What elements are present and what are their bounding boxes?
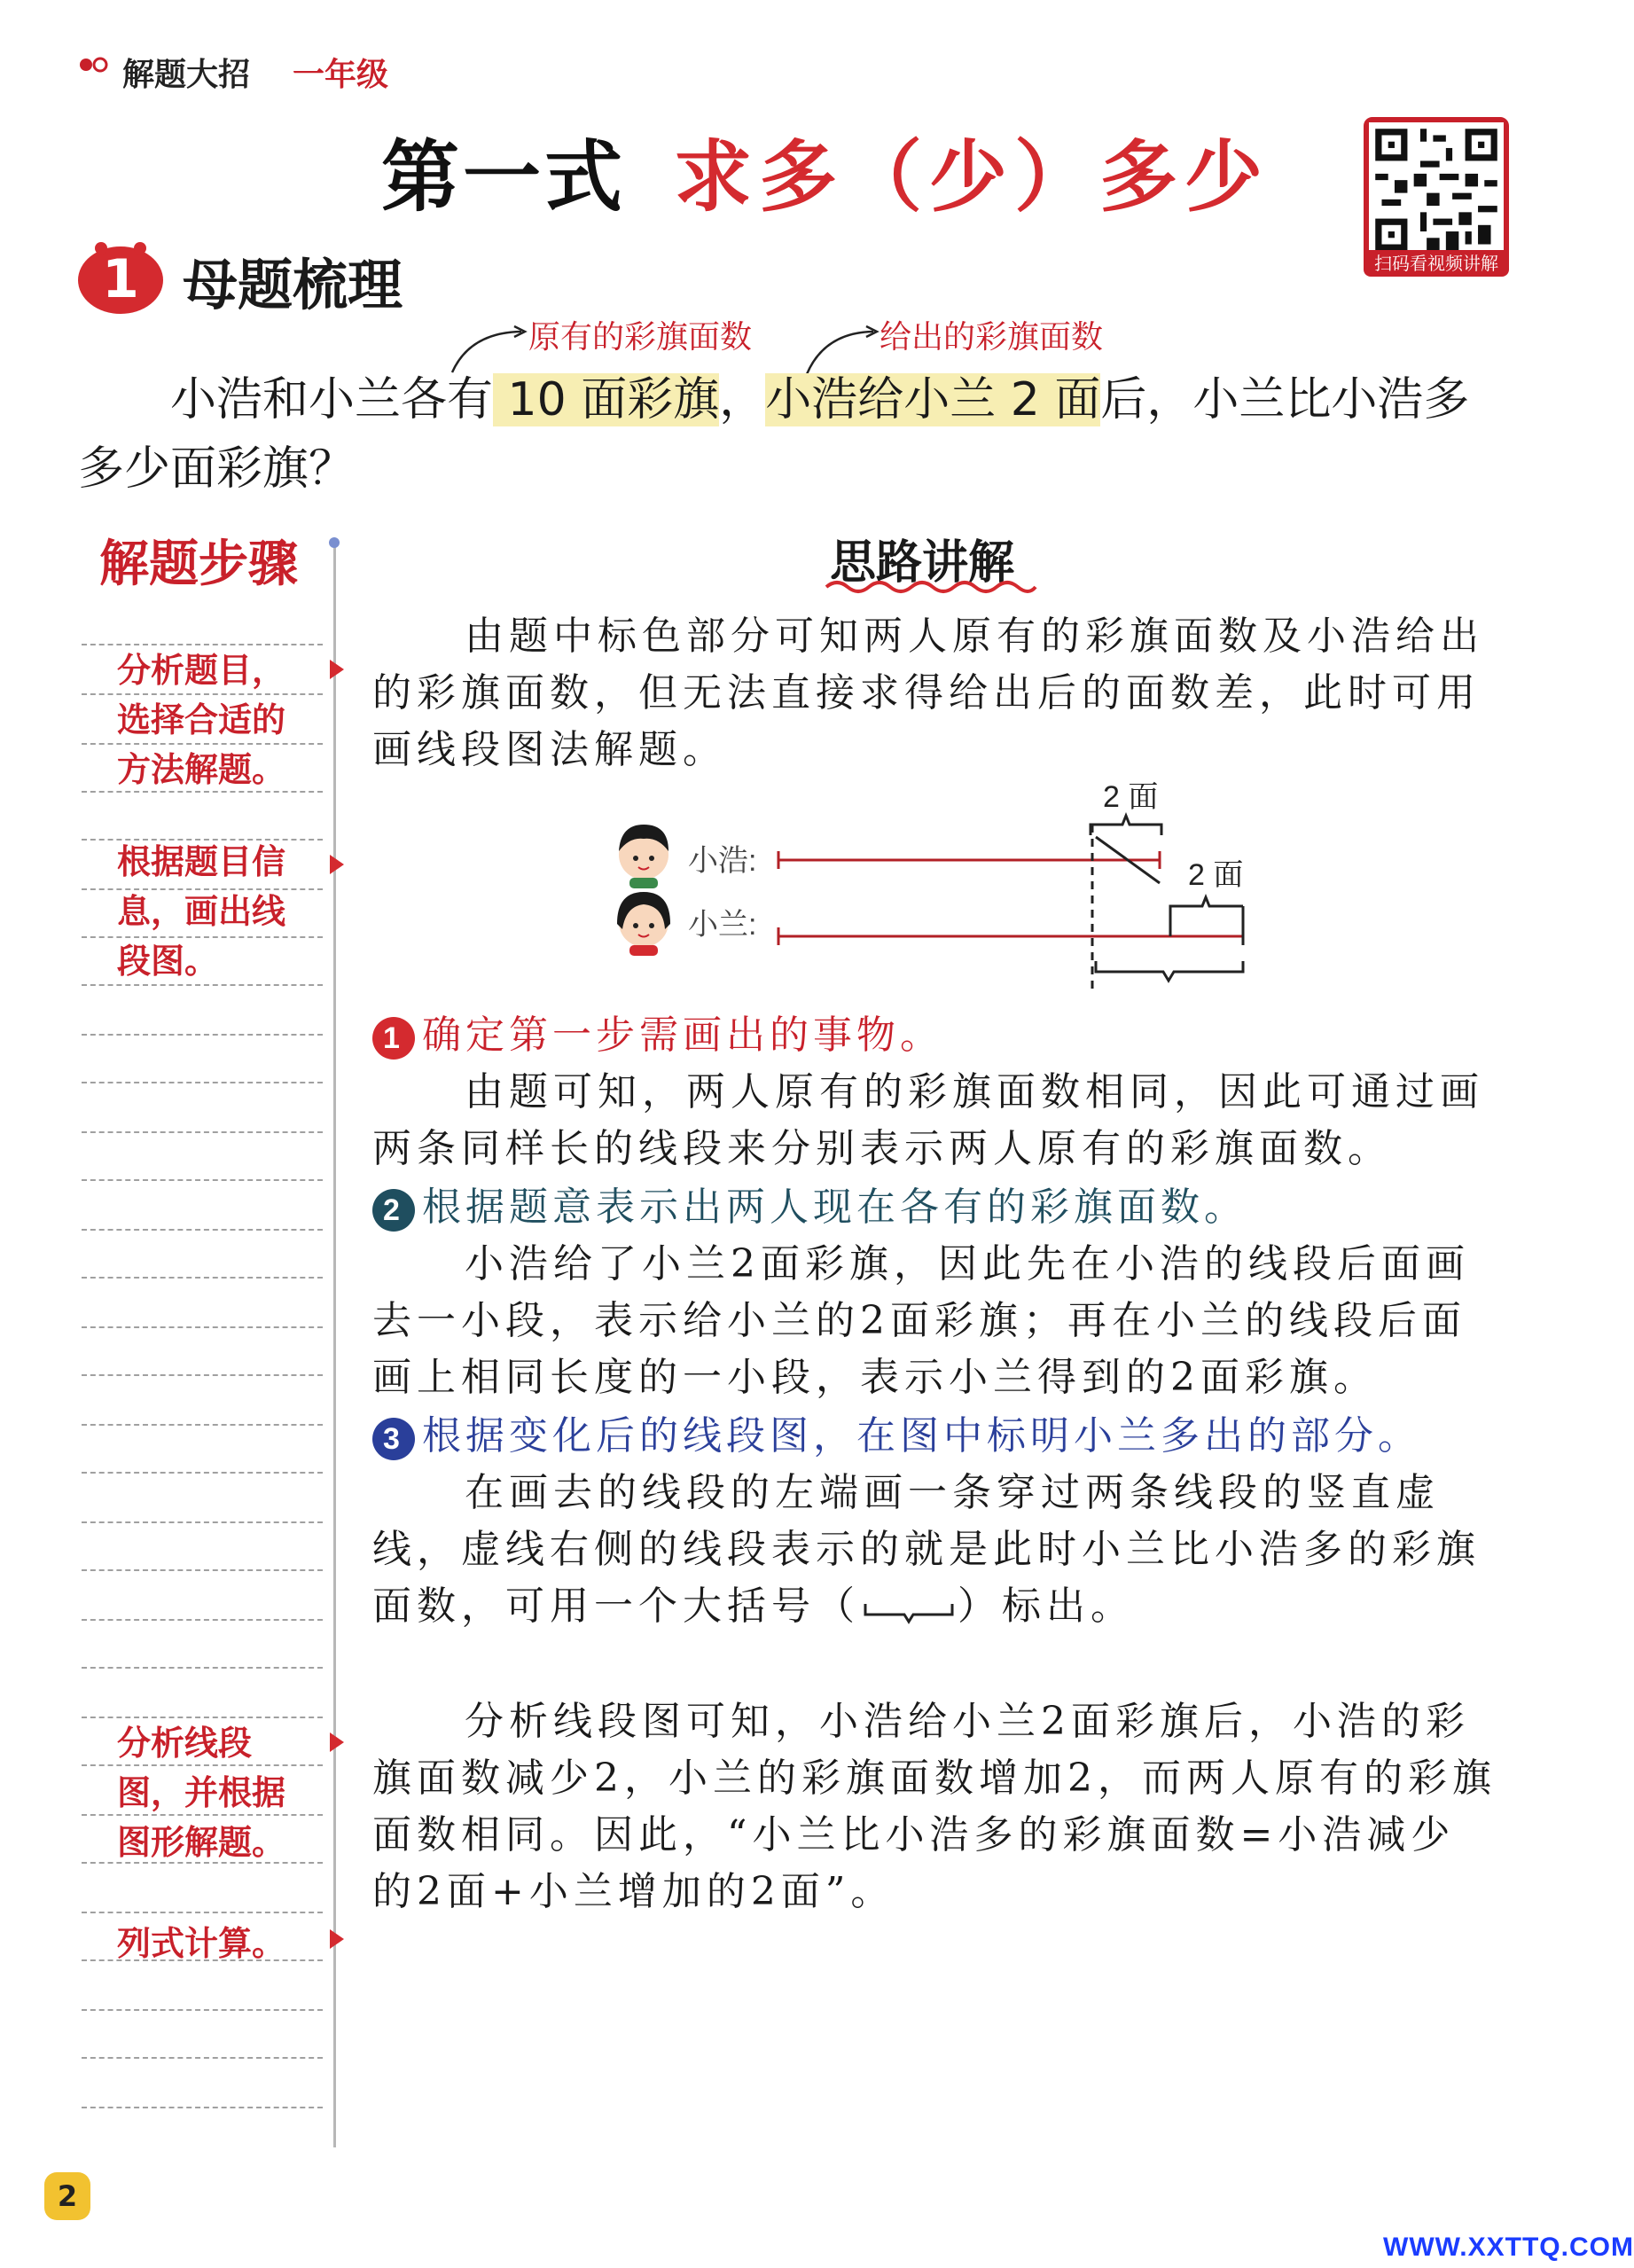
step2-body-text: 小浩给了小兰2面彩旗，因此先在小浩的线段后面画去一小段，表示给小兰的2面彩旗；再在小兰的线段后面画上相同长度的一小段，表示小兰得到的2面彩旗。 (372, 1241, 1470, 1400)
problem-highlight-given: 小浩给小兰 2 面 (765, 373, 1101, 426)
label-xiaohao: 小浩: (688, 844, 757, 878)
problem-text-end: 后，小兰比小浩多多少面彩旗？ (78, 373, 1470, 496)
ruled-line (82, 888, 323, 890)
ruled-line (82, 1229, 323, 1231)
ruled-line (82, 1424, 323, 1426)
top-brace-label: 2 面 (1103, 780, 1159, 814)
ruled-line (82, 839, 323, 841)
ruled-line (82, 743, 323, 745)
ruled-line (82, 1034, 323, 1036)
divider-dot-icon (329, 537, 340, 548)
problem-text-start: 小浩和小兰各有 (170, 373, 494, 426)
ruled-line (82, 1131, 323, 1133)
bottom-brace (1096, 961, 1243, 981)
ruled-line (82, 1277, 323, 1279)
step2-number-badge: 2 (372, 1189, 415, 1232)
ruled-line (82, 1862, 323, 1864)
girl-avatar-icon (617, 892, 670, 956)
step2-body (372, 1236, 1498, 1406)
step-item: 分析题目，选择合适的方法解题。 (117, 651, 286, 789)
ruled-line (82, 984, 323, 986)
wavy-underline-icon (825, 576, 1037, 598)
label-xiaolan: 小兰: (688, 908, 757, 942)
qr-code-icon (1369, 122, 1504, 257)
section-title: 母题梳理 (183, 253, 403, 317)
annotation-given-flags: 给出的彩旗面数 (880, 319, 1104, 356)
ruled-line (82, 644, 323, 645)
step3-body-text-end: ）标出。 (958, 1584, 1135, 1629)
step-item: 根据题目信息，画出线段图。 (117, 842, 286, 981)
step1-body-text: 由题可知，两人原有的彩旗面数相同，因此可通过画两条同样长的线段来分别表示两人原有的彩旗面数。 (372, 1069, 1484, 1171)
problem-statement (78, 365, 1514, 504)
watermark: WWW.XXTTQ.COM (1383, 2233, 1634, 2262)
problem-text-comma: ， (719, 373, 766, 426)
idea-intro-text: 由题中标色部分可知两人原有的彩旗面数及小浩给出的彩旗面数，但无法直接求得给出后的面数差，此时可用画线段图法解题。 (372, 614, 1484, 772)
page-number: 2 (44, 2172, 90, 2220)
qr-code[interactable] (1364, 117, 1509, 262)
ruled-line (82, 1814, 323, 1816)
ruled-line (82, 1374, 323, 1376)
step-marker-icon (330, 855, 344, 874)
step2-heading (372, 1179, 1247, 1236)
analysis-text: 分析线段图可知，小浩给小兰2面彩旗后，小浩的彩旗面数减少2，小兰的彩旗面数增加2，而两人原有的彩旗面数相同。因此，“小兰比小浩多的彩旗面数=小浩减少的2面+小兰增加的2面”。 (372, 1699, 1497, 1914)
qr-caption: 扫码看视频讲解 (1364, 250, 1509, 277)
right-brace (1170, 897, 1243, 936)
step-marker-icon (330, 1929, 344, 1949)
step1-heading-text: 确定第一步需画出的事物。 (422, 1013, 943, 1058)
ruled-line (82, 1472, 323, 1474)
ruled-line (82, 791, 323, 793)
ruled-line (82, 1179, 323, 1181)
grade-label: 一年级 (293, 57, 389, 93)
step3-body (372, 1465, 1498, 1635)
ruled-line (82, 2009, 323, 2011)
chapter-topic: 求多（少）多少 (674, 131, 1270, 223)
idea-title: 思路讲解 (830, 536, 1015, 590)
ruled-line (82, 1764, 323, 1766)
ruled-line (82, 1521, 323, 1523)
idea-intro (372, 608, 1498, 778)
step3-number-badge: 3 (372, 1418, 415, 1460)
ruled-line (82, 1326, 323, 1328)
step1-body (372, 1064, 1498, 1177)
boy-avatar-icon (619, 825, 668, 888)
ruled-line (82, 1717, 323, 1718)
step-marker-icon (330, 1732, 344, 1752)
problem-highlight-original: 10 面彩旗 (493, 373, 720, 426)
steps-divider-line (333, 543, 336, 2147)
header-dots-icon (78, 57, 110, 73)
step3-heading (372, 1408, 1421, 1465)
ruled-line (82, 1959, 323, 1961)
section-number: 1 (102, 248, 139, 310)
ruled-line (82, 693, 323, 695)
ruled-line (82, 2107, 323, 2108)
step-marker-icon (330, 660, 344, 679)
steps-title: 解题步骤 (99, 536, 298, 593)
ruled-line (82, 1912, 323, 1913)
analysis-paragraph (372, 1693, 1498, 1920)
step-item: 列式计算。 (117, 1924, 286, 1963)
ruled-line (82, 1082, 323, 1083)
step3-heading-text: 根据变化后的线段图，在图中标明小兰多出的部分。 (422, 1413, 1421, 1459)
chapter-title: 第一式 (381, 131, 627, 223)
step1-number-badge: 1 (372, 1017, 415, 1060)
line-segment-diagram (603, 773, 1277, 1004)
step2-heading-text: 根据题意表示出两人现在各有的彩旗面数。 (422, 1185, 1247, 1230)
top-brace (1091, 816, 1161, 835)
ruled-line (82, 1619, 323, 1621)
annotation-original-flags: 原有的彩旗面数 (528, 319, 753, 356)
right-brace-label: 2 面 (1188, 858, 1244, 892)
book-title: 解题大招 (122, 57, 251, 93)
ruled-line (82, 1569, 323, 1571)
ruled-line (82, 1667, 323, 1669)
brace-inline-icon (860, 1593, 958, 1625)
step1-heading (372, 1007, 943, 1064)
ruled-line (82, 2057, 323, 2059)
step3-body-text-start: 在画去的线段的左端画一条穿过两条线段的竖直虚线，虚线右侧的线段表示的就是此时小兰比小浩多的彩旗面数，可用一个大括号（ (372, 1470, 1481, 1629)
step-item: 分析线段图，并根据图形解题。 (117, 1724, 286, 1862)
ruled-line (82, 936, 323, 938)
